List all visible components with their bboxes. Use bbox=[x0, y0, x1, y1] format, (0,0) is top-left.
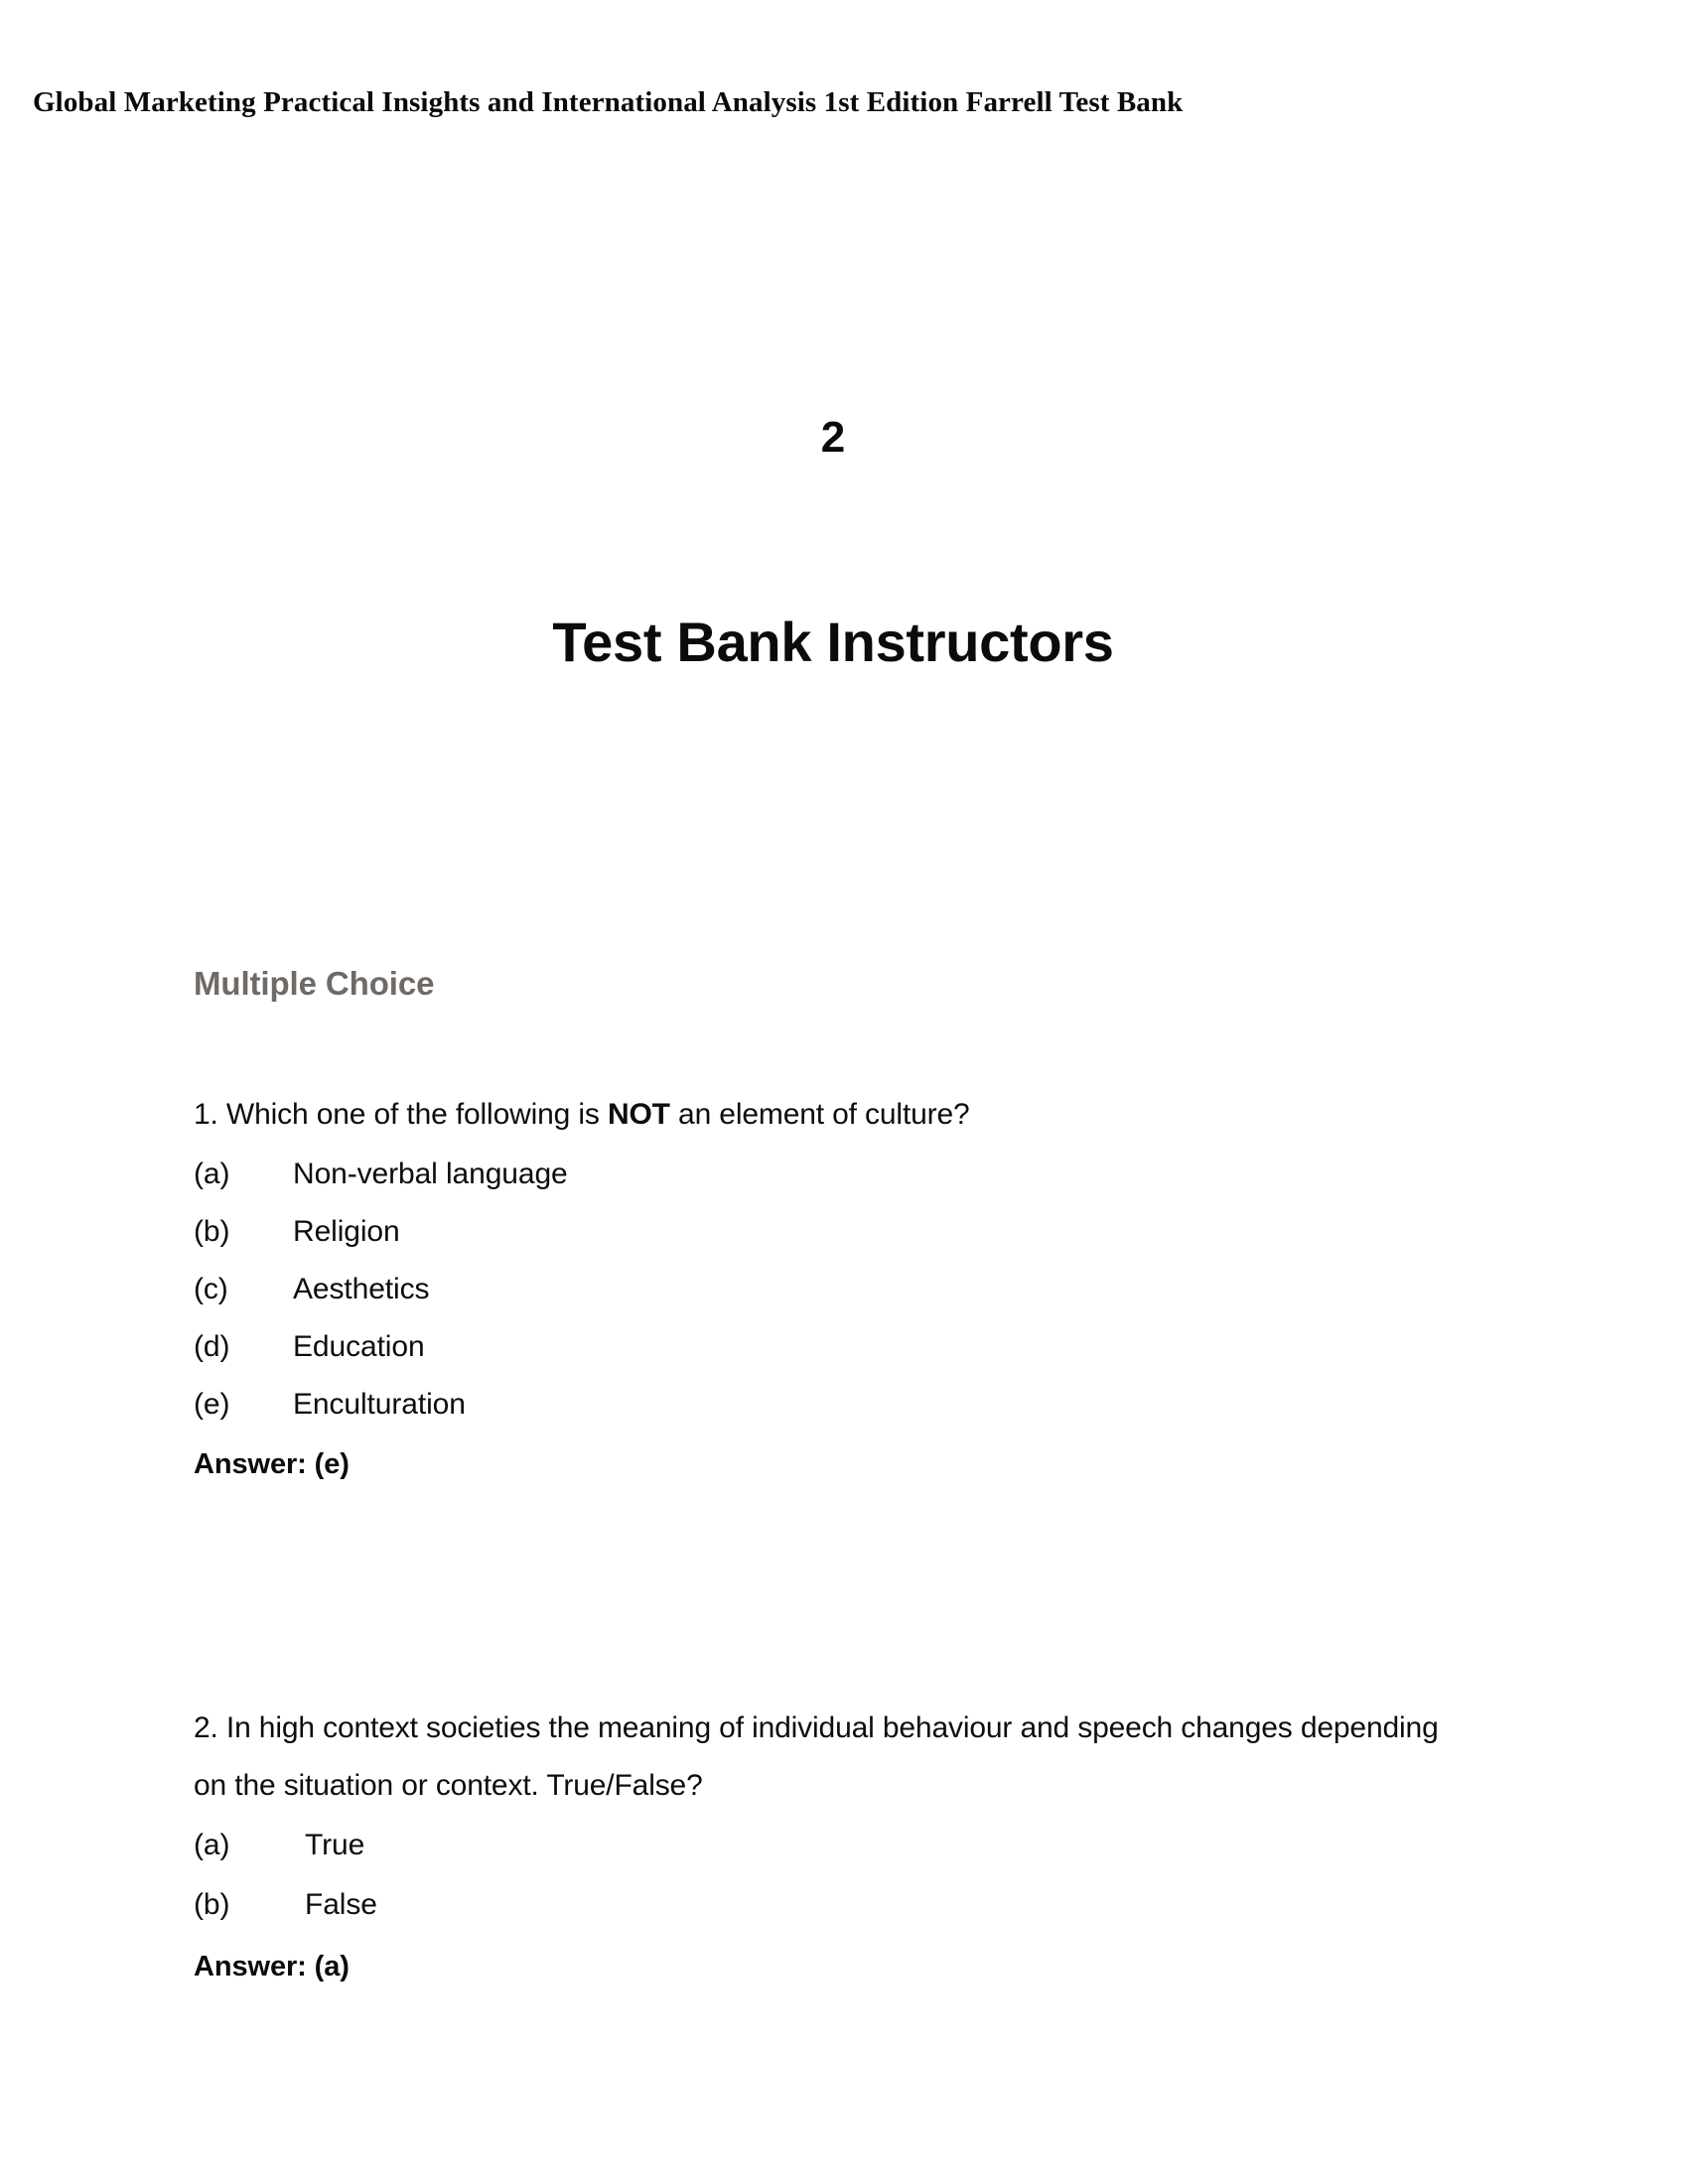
option-key: (a) bbox=[194, 1158, 230, 1190]
option-label: Aesthetics bbox=[293, 1273, 430, 1305]
option-key: (e) bbox=[194, 1388, 230, 1421]
option-label: False bbox=[305, 1888, 377, 1921]
option-label: Religion bbox=[293, 1215, 400, 1248]
question-block bbox=[194, 1710, 1475, 1984]
chapter-number: 2 bbox=[820, 413, 846, 462]
option-label: Education bbox=[293, 1330, 425, 1363]
answer-label: Answer: (e) bbox=[194, 1448, 350, 1480]
question-stem-continuation: on the situation or context. True/False? bbox=[194, 1769, 703, 1802]
question-stem-emphasis: NOT bbox=[607, 1098, 670, 1131]
option-key: (a) bbox=[194, 1829, 230, 1861]
question-stem-part-1: 1. Which one of the following is bbox=[194, 1098, 608, 1131]
section-heading-multiple-choice: Multiple Choice bbox=[194, 965, 435, 1002]
option-key: (b) bbox=[194, 1215, 230, 1248]
option-item[interactable] bbox=[194, 1329, 1475, 1365]
option-item[interactable] bbox=[194, 1887, 1475, 1923]
question-stem bbox=[194, 1097, 1475, 1133]
question-stem: 2. In high context societies the meaning of individual behaviour and speech changes depending bbox=[194, 1711, 1439, 1744]
option-item[interactable] bbox=[194, 1828, 1475, 1863]
option-key: (d) bbox=[194, 1330, 230, 1363]
page-title: Test Bank Instructors bbox=[552, 611, 1114, 673]
question-block bbox=[194, 1097, 1475, 1482]
option-label: True bbox=[305, 1829, 365, 1861]
option-list bbox=[194, 1828, 1475, 1923]
running-header: Global Marketing Practical Insights and International Analysis 1st Edition Farrell Test Bank bbox=[33, 86, 1184, 118]
option-item[interactable] bbox=[194, 1157, 1475, 1192]
option-item[interactable] bbox=[194, 1214, 1475, 1250]
option-list bbox=[194, 1157, 1475, 1423]
option-key: (b) bbox=[194, 1888, 230, 1921]
option-key: (c) bbox=[194, 1273, 228, 1305]
question-stem-part-2: an element of culture? bbox=[669, 1098, 970, 1131]
option-label: Non-verbal language bbox=[293, 1158, 568, 1190]
answer-label: Answer: (a) bbox=[194, 1951, 350, 1982]
option-item[interactable] bbox=[194, 1387, 1475, 1423]
option-item[interactable] bbox=[194, 1272, 1475, 1307]
option-label: Enculturation bbox=[293, 1388, 466, 1421]
